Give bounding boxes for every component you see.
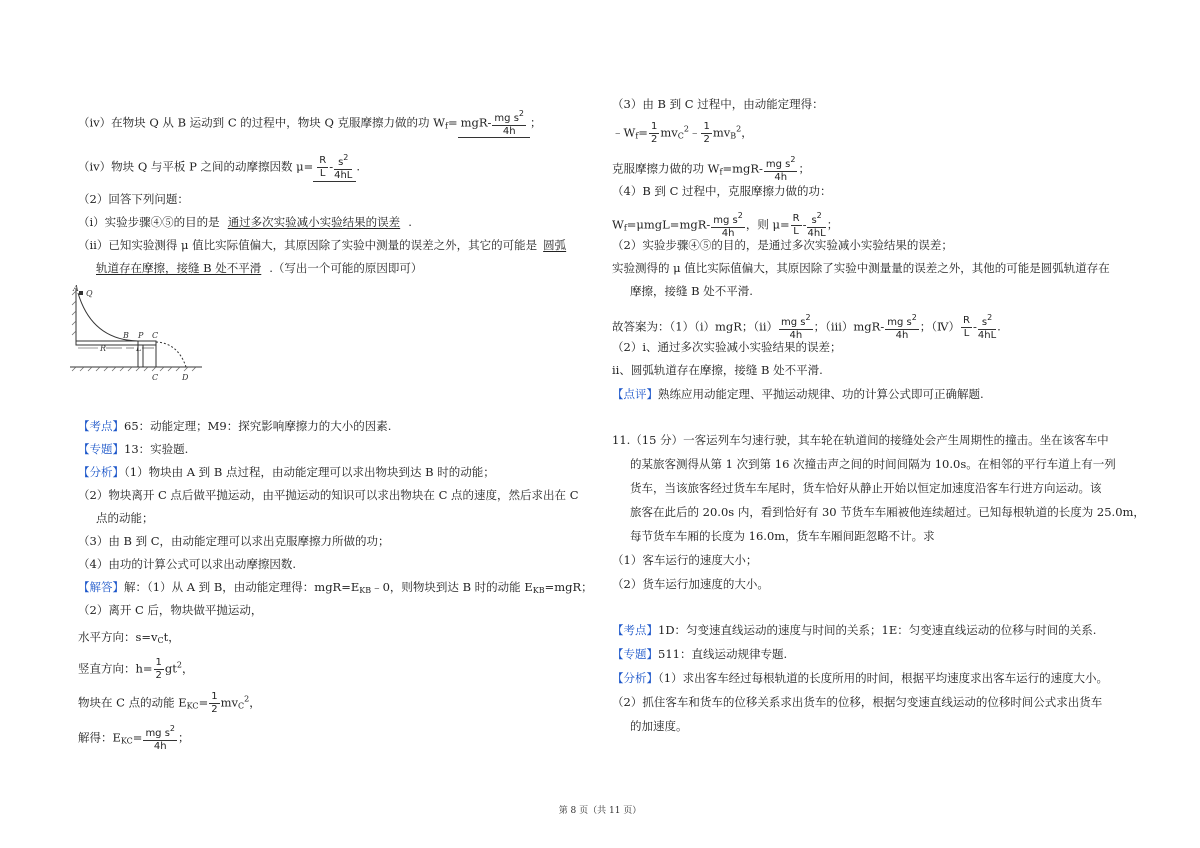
dianping-section: 【点评】熟练应用动能定理、平抛运动规律、功的计算公式即可正确解题. bbox=[612, 387, 984, 401]
answer-step-purpose: （ⅰ）实验步骤④⑤的目的是 通过多次实验减小实验结果的误差 . bbox=[78, 215, 412, 229]
solution-horizontal: 水平方向：$s=v_Ct$， bbox=[78, 630, 180, 645]
answer-friction-coefficient: （ⅳ）物块 Q 与平板 P 之间的动摩擦因数 μ= $\frac{R}{L}$ - $\frac{s^2}{4hL}$ . bbox=[78, 153, 361, 181]
fraction: $\frac{mg s^2}{4h}$ bbox=[887, 313, 917, 341]
label-a: A bbox=[73, 285, 79, 293]
label-r: R bbox=[100, 344, 107, 353]
solution-part-2b: 实验测得的 μ 值比实际值偏大，其原因除了实验中测量量的误差之外，其他的可能是圆弧轨道存在 bbox=[612, 261, 1110, 275]
q11-zhuanti-section: 【专题】511：直线运动规律专题. bbox=[612, 647, 788, 661]
label-d: D bbox=[182, 373, 189, 382]
fraction: $\frac{R}{L}$ bbox=[319, 155, 327, 179]
kaodian-section: 【考点】65：动能定理；M9：探究影响摩擦力的大小的因素. bbox=[78, 419, 392, 433]
answer-blank: mgR- $\frac{mg s^2}{4h}$ bbox=[458, 110, 530, 138]
block-q bbox=[79, 291, 83, 295]
question-11-line3: 货车，当该旅客经过货车车尾时，货车恰好从静止开始以恒定加速度沿客车行进方向运动。该 bbox=[630, 481, 1102, 495]
answer-work-friction: （ⅳ）在物块 Q 从 B 运动到 C 的过程中，物块 Q 克服摩擦力做的功 $W_f= mgR-$ $\frac{mg s^2}{4h}$ ； bbox=[78, 109, 542, 137]
fraction: $\frac{mg s^2}{4h}$ bbox=[781, 313, 811, 341]
solution-result: 解得：$E_{KC}=$ $\frac{mg s^2}{4h}$ ； bbox=[78, 724, 190, 752]
solution-step-4: （4）B 到 C 过程中，克服摩擦力做的功： bbox=[612, 184, 832, 198]
q11-kaodian-section: 【考点】1D：匀变速直线运动的速度与时间的关系；1E：匀变速直线运动的位移与时间的关系. bbox=[612, 623, 1097, 637]
label-q: Q bbox=[86, 289, 93, 298]
answer-error-reason-line1: （ⅱ）已知实验测得 μ 值比实际值偏大，其原因除了实验中测量的误差之外，其它的可能是 圆弧 bbox=[78, 238, 567, 252]
arc-track bbox=[78, 293, 138, 341]
question-11-line4: 旅客在此后的 20.0s 内，看到恰好有 30 节货车车厢被他连续超过。已知每根轨道的长度为 25.0m， bbox=[630, 505, 1145, 519]
fraction: $\frac{s^2}{4hL}$ bbox=[334, 153, 353, 181]
fraction: $\frac{R}{L}$ bbox=[963, 315, 970, 339]
solution-vertical: 竖直方向：h= $\frac{1}{2}$ $gt^2$， bbox=[78, 657, 194, 681]
wall-hatch bbox=[72, 291, 76, 335]
final-answers: 故答案为：（1）（ⅰ）mgR；（ⅱ） $\frac{mg s^2}{4h}$ ；（ⅲ）mgR- $\frac{mg s^2}{4h}$ ；（Ⅳ） $\frac{R}{L}$ - $\frac{s^2}{4hL}$ . bbox=[612, 313, 1001, 341]
fraction: $\frac{mg s^2}{4h}$ bbox=[713, 211, 743, 239]
jieda-section: 【解答】解：（1）从 A 到 B，由动能定理得：$mgR=E_{KB}﹣0$，则物块到达 B 时的动能 $E_{KB}=mgR$； bbox=[78, 580, 593, 595]
label-c-floor: C bbox=[152, 373, 159, 382]
question-11-line1: 11.（15 分）一客运列车匀速行驶，其车轮在轨道间的接缝处会产生周期性的撞击。坐在该客车中 bbox=[612, 433, 1109, 447]
work-friction-result: 克服摩擦力做的功 $W_f=mgR-$ $\frac{mg s^2}{4h}$ ； bbox=[612, 155, 810, 183]
fraction: $\frac{R}{L}$ bbox=[792, 213, 800, 237]
solution-step-3: （3）由 B 到 C 过程中，由动能定理得： bbox=[612, 97, 824, 111]
page-footer: 第 8 页（共 11 页） bbox=[558, 806, 642, 816]
answer-blank: $\frac{R}{L}$ - $\frac{s^2}{4hL}$ bbox=[313, 154, 356, 182]
question-11-line5: 每节货车车厢的长度为 16.0m，货车车厢间距忽略不计。求 bbox=[630, 529, 935, 543]
solution-part-2a: （2）实验步骤④⑤的目的，是通过多次实验减小实验结果的误差； bbox=[612, 238, 953, 252]
projectile-path bbox=[156, 342, 186, 367]
answer-error-reason-line2: 轨道存在摩擦，接缝 B 处不平滑 .（写出一个可能的原因即可） bbox=[96, 261, 423, 275]
fenxi-section: 【分析】（1）物块由 A 到 B 点过程，由动能定理可以求出物块到达 B 时的动能； bbox=[78, 465, 495, 479]
fraction: $\frac{1}{2}$ bbox=[703, 121, 710, 145]
fraction: $\frac{1}{2}$ bbox=[211, 691, 218, 715]
q11-analysis-line3: 的加速度。 bbox=[630, 719, 688, 733]
label-c: C bbox=[152, 331, 159, 340]
final-answer-2i: （2）ⅰ、通过多次实验减小实验结果的误差； bbox=[612, 340, 842, 354]
analysis-line-5: （4）由功的计算公式可以求出动摩擦因数. bbox=[78, 557, 296, 571]
analysis-line-3: 点的动能； bbox=[96, 511, 154, 525]
analysis-line-2: （2）物块离开 C 点后做平抛运动，由平抛运动的知识可以求出物块在 C 点的速度，然后求出在 C bbox=[78, 488, 579, 502]
solution-part-2c: 摩擦，接缝 B 处不平滑. bbox=[630, 284, 753, 298]
fraction: $\frac{mg s^2}{4h}$ bbox=[145, 724, 176, 752]
question-11-part1: （1）客车运行的速度大小； bbox=[612, 553, 758, 567]
label-b: B bbox=[123, 331, 129, 340]
apparatus-figure bbox=[70, 285, 210, 385]
label-p: P bbox=[138, 331, 144, 340]
fraction: $\frac{s^2}{4hL}$ bbox=[807, 211, 826, 239]
fraction: $\frac{s^2}{4hL}$ bbox=[977, 313, 997, 341]
label-l: L bbox=[136, 344, 142, 353]
final-answer-2ii: ⅱ、圆弧轨道存在摩擦，接缝 B 处不平滑. bbox=[612, 363, 823, 377]
solution-kinetic-energy: 物块在 C 点的动能 $E_{KC}=$ $\frac{1}{2}$ $mv_C^2$， bbox=[78, 691, 261, 715]
fraction: $\frac{1}{2}$ bbox=[650, 121, 658, 145]
fraction: $\frac{mg s^2}{4h}$ bbox=[494, 109, 524, 137]
energy-equation: $﹣W_f=$ $\frac{1}{2}$ $mv_C^2﹣$ $\frac{1}{2}$ $mv_B^2$， bbox=[612, 121, 753, 145]
question-11-line2: 的某旅客测得从第 1 次到第 16 次撞击声之间的时间间隔为 10.0s。在相邻的平行车道上有一列 bbox=[630, 457, 1116, 471]
friction-coefficient-result: $W_f=\mu mgL=mgR-$ $\frac{mg s^2}{4h}$ ，则 μ= $\frac{R}{L}$ - $\frac{s^2}{4hL}$ ； bbox=[612, 211, 839, 239]
fraction: $\frac{1}{2}$ bbox=[155, 657, 162, 681]
fraction: $\frac{mg s^2}{4h}$ bbox=[765, 155, 796, 183]
analysis-line-4: （3）由 B 到 C，由动能定理可以求出克服摩擦力所做的功； bbox=[78, 534, 390, 548]
plate-p bbox=[76, 341, 156, 345]
q11-fenxi-section: 【分析】（1）求出客车经过每根轨道的长度所用的时间，根据平均速度求出客车运行的速度大小。 bbox=[612, 671, 1109, 685]
question-2-heading: （2）回答下列问题： bbox=[78, 192, 189, 206]
solution-line-2: （2）离开 C 后，物块做平抛运动， bbox=[78, 603, 263, 617]
zhuanti-section: 【专题】13：实验题. bbox=[78, 442, 189, 456]
q11-analysis-line2: （2）抓住客车和货车的位移关系求出货车的位移，根据匀变速直线运动的位移时间公式求出货车 bbox=[612, 695, 1103, 709]
question-11-part2: （2）货车运行加速度的大小。 bbox=[612, 577, 769, 591]
floor-hatch bbox=[72, 367, 196, 371]
